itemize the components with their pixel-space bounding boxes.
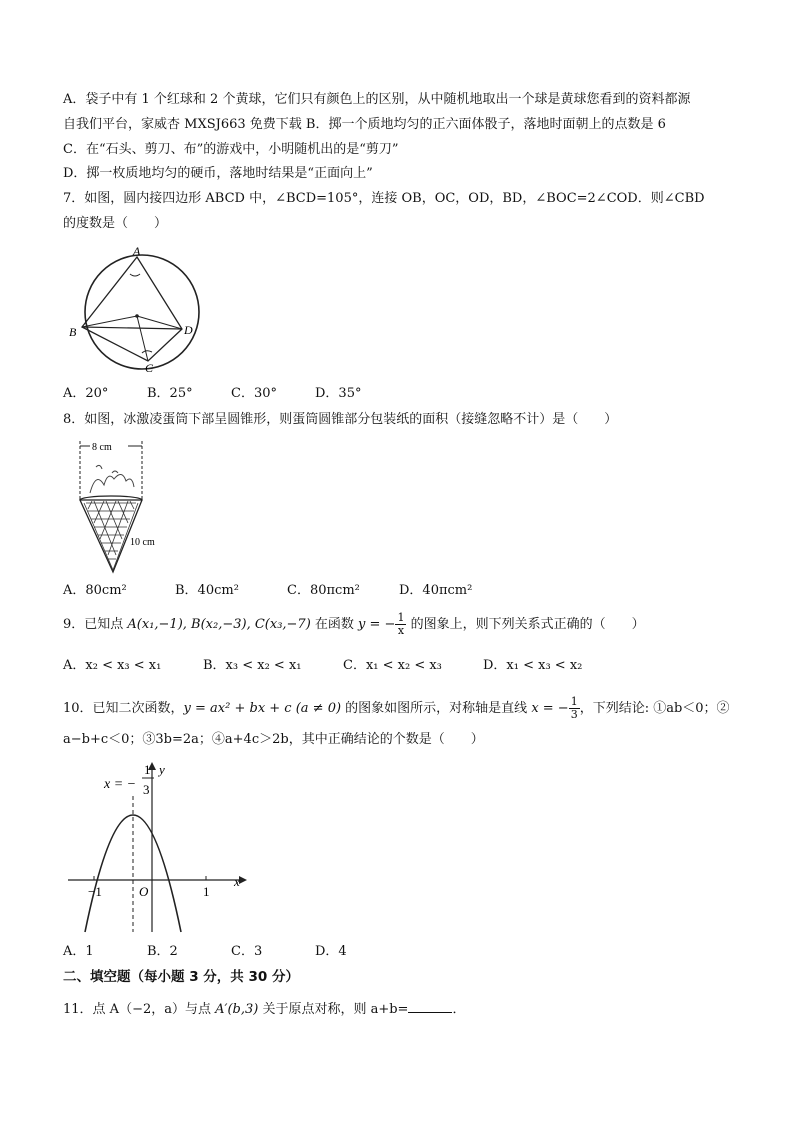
q9-fraction-numerator: 1 (397, 611, 405, 624)
q11-suffix: 关于原点对称，则 a+b= (258, 1002, 409, 1017)
q8-side-label: 10 cm (130, 537, 155, 548)
q9-suffix: 的图象上，则下列关系式正确的（ ） (406, 617, 645, 632)
q7-label-b: B (69, 325, 77, 339)
q10-x-label: x (234, 874, 240, 889)
q7-circle (85, 255, 199, 369)
q8-stem: 8．如图，冰激凌蛋筒下部呈圆锥形，则蛋筒圆锥部分包装纸的面积（接缝忽略不计）是（ ） (63, 412, 618, 427)
q7-angle-mark-a (130, 274, 140, 276)
q8-option-a: A．80cm² (63, 583, 127, 598)
section-heading-fill-in: 二、填空题（每小题 3 分，共 30 分） (63, 969, 299, 985)
q9-fraction (395, 612, 406, 637)
q8-options (63, 582, 511, 600)
q10-fig-axis-label: x = − (104, 777, 137, 792)
q10-options (63, 943, 399, 961)
q10-function: y = ax² + bx + c (a ≠ 0) (183, 701, 342, 716)
q10-fraction-denominator: 3 (570, 708, 578, 721)
q7-diagonal-bd (82, 327, 182, 329)
q10-stem-line1 (63, 696, 730, 722)
q8-ice-cream-detail (96, 465, 118, 473)
q7-stem-line1: 7．如图，圆内接四边形 ABCD 中，∠BCD=105°，连接 OB，OC，OD，BD，∠BOC=2∠COD．则∠CBD (63, 191, 705, 206)
q7-label-c: C (145, 361, 154, 372)
q10-fraction (569, 696, 580, 721)
q9-stem (63, 612, 645, 638)
q9-mid: 在函数 (310, 617, 359, 632)
q7-quadrilateral (82, 257, 182, 361)
q10-fig-frac-den: 3 (143, 782, 150, 797)
q6-option-d: D．掷一枚质地均匀的硬币，落地时结果是“正面向上” (63, 166, 373, 181)
q10-option-c: C．3 (231, 944, 263, 959)
q9-points: A(x₁,−1), B(x₂,−3), C(x₃,−7) (127, 617, 311, 632)
q11-end: ． (452, 1002, 466, 1017)
q10-stem-line2: a−b+c＜0；③3b=2a；④a+4c＞2b，其中正确结论的个数是（ ） (63, 732, 484, 747)
q9-prefix: 9．已知点 (63, 617, 128, 632)
q7-option-c: C．30° (231, 386, 277, 401)
q7-center-o (135, 314, 139, 318)
q10-option-d: D．4 (315, 944, 347, 959)
q7-option-b: B．25° (147, 386, 193, 401)
q7-options (63, 385, 399, 403)
q11-prefix: 11．点 A（−2，a）与点 (63, 1002, 216, 1017)
q8-option-b: B．40cm² (175, 583, 239, 598)
q8-ice-cream (90, 474, 134, 493)
q9-option-d: D．x₁ < x₃ < x₂ (483, 658, 583, 673)
q10-origin-label: O (139, 884, 149, 899)
q10-x-arrow (239, 876, 247, 884)
q9-options (63, 657, 623, 675)
q10-mid: 的图象如图所示，对称轴是直线 (341, 701, 532, 716)
q10-option-a: A．1 (63, 944, 94, 959)
q7-segment-oc (137, 316, 148, 361)
q9-function: y = − (358, 617, 396, 632)
q6-option-c: C．在“石头、剪刀、布”的游戏中，小明随机出的是“剪刀” (63, 142, 399, 157)
q7-circle-figure (64, 244, 214, 372)
q10-y-label: y (159, 762, 165, 777)
q10-suffix: ，下列结论: ①ab＜0；② (579, 701, 730, 716)
q8-cone-figure (72, 437, 172, 577)
q6-option-a-continued: 自我们平台，家威杏 MXSJ663 免费下载 B．掷一个质地均匀的正六面体骰子，落地时面朝上的点数是 6 (63, 117, 666, 132)
q7-option-d: D．35° (315, 386, 362, 401)
q9-option-c: C．x₁ < x₂ < x₃ (343, 658, 442, 673)
q9-option-a: A．x₂ < x₃ < x₁ (63, 658, 162, 673)
q7-angle-mark-c (142, 351, 152, 353)
q7-label-d: D (184, 323, 193, 337)
q6-option-a: A．袋子中有 1 个红球和 2 个黄球，它们只有颜色上的区别，从中随机地取出一个球是黄球您看到的资料都源 (63, 92, 691, 107)
q7-label-a: A (133, 244, 141, 258)
q10-parabola-figure (64, 756, 254, 936)
q10-prefix: 10．已知二次函数， (63, 701, 184, 716)
q10-option-b: B．2 (147, 944, 178, 959)
q8-option-d: D．40πcm² (399, 583, 473, 598)
q10-axis-equation: x = − (531, 701, 569, 716)
q10-fig-frac-num: 1 (144, 762, 151, 777)
q7-option-a: A．20° (63, 386, 109, 401)
q9-option-b: B．x₃ < x₂ < x₁ (203, 658, 302, 673)
q8-top-label: 8 cm (92, 442, 112, 453)
q10-fraction-numerator: 1 (570, 695, 578, 708)
q7-segment-ob (82, 316, 137, 327)
q11-answer-blank[interactable] (408, 1000, 452, 1013)
q9-fraction-denominator: x (397, 624, 405, 637)
q11-stem (63, 1000, 465, 1019)
q7-stem-line2: 的度数是（ ） (63, 216, 168, 231)
q10-one-label: 1 (203, 884, 210, 899)
q10-minus-one-label: −1 (88, 884, 102, 899)
q11-point: A′(b,3) (215, 1002, 259, 1017)
q8-option-c: C．80πcm² (287, 583, 360, 598)
